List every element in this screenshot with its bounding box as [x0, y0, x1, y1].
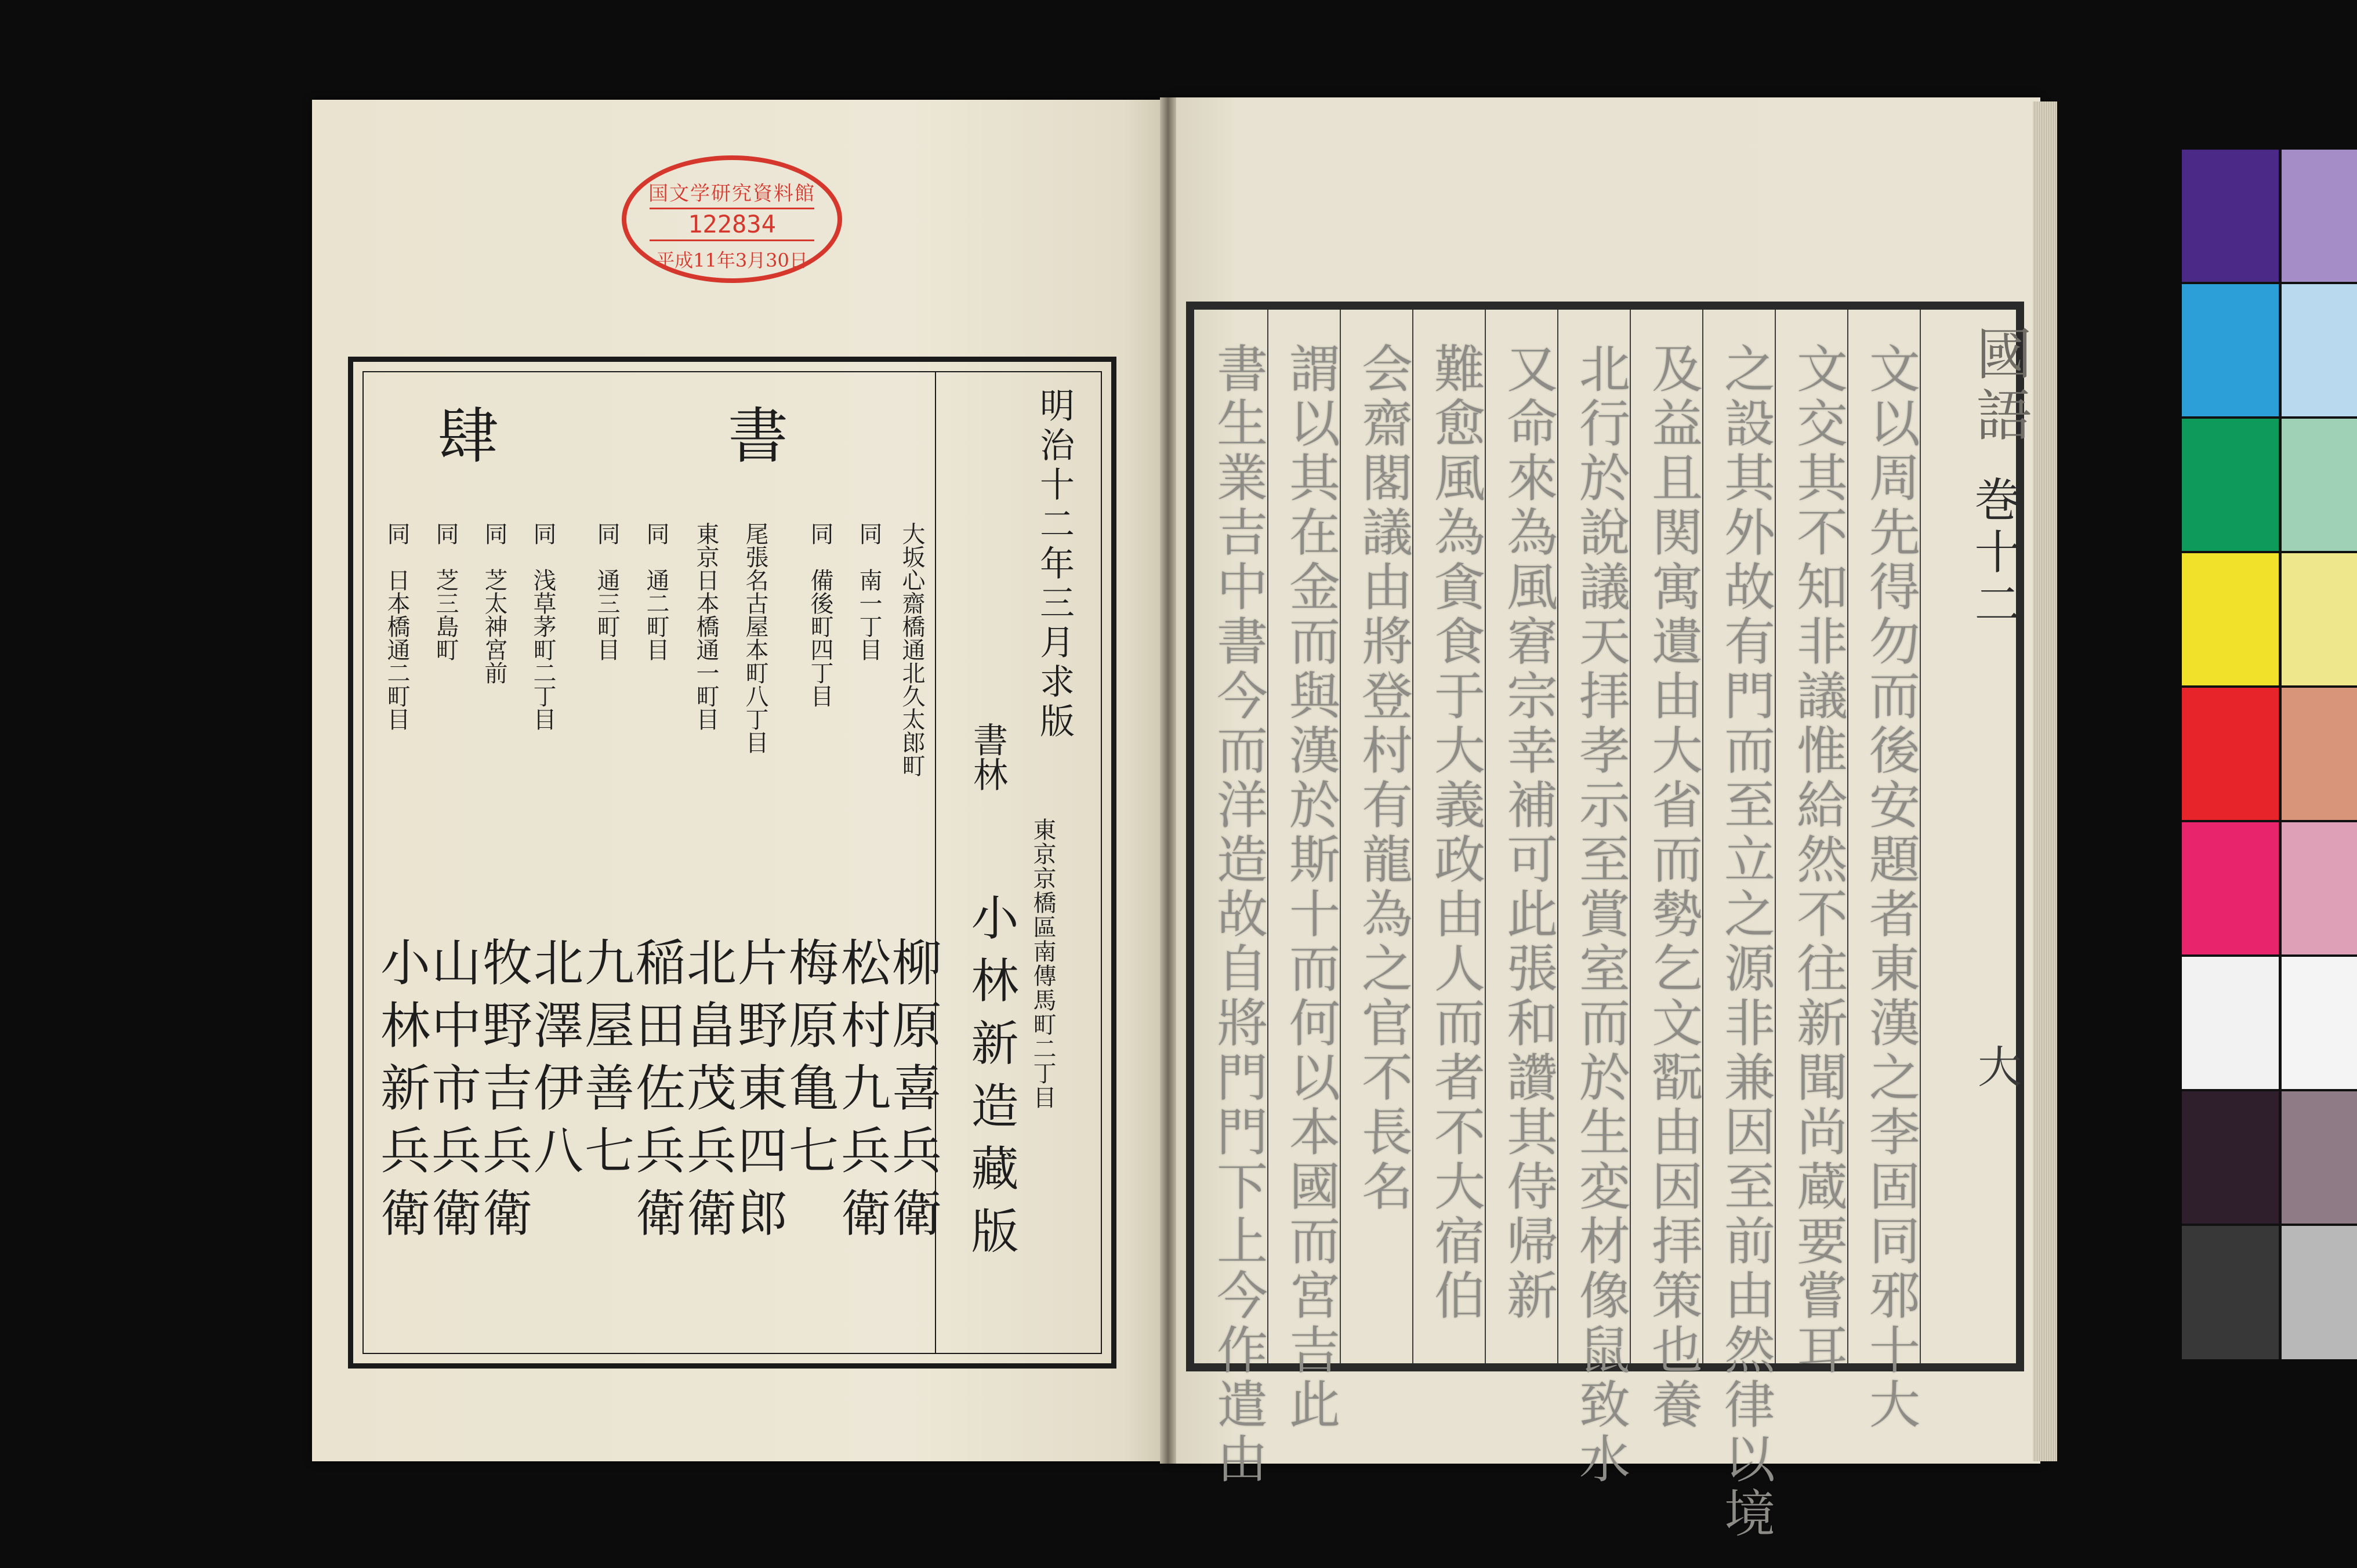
- text-column-1: 文以周先得勿而後安題者東漢之李固同邪十大: [1861, 342, 1921, 1432]
- text-column-3: 之設其外故有門而至立之源非兼因至前由然律以境: [1716, 342, 1776, 1541]
- shop-name-7: 九屋善七: [576, 937, 634, 1187]
- page-edges: [2033, 101, 2057, 1461]
- text-column-4: 及益且関寓遺由大省而勢乞文翫由因拝策也養: [1644, 342, 1703, 1432]
- shop-name-10: 山中市兵衛: [423, 937, 481, 1250]
- color-patch: [2182, 553, 2279, 685]
- color-patch: [2282, 688, 2357, 820]
- shop-address-2: 同 南一丁目: [855, 522, 882, 661]
- color-patch: [2282, 150, 2357, 282]
- publisher-name: 小林新造藏版: [963, 893, 1018, 1269]
- text-column-2: 文交其不知非議惟給然不往新聞尚蔵要嘗耳: [1789, 342, 1848, 1378]
- shop-address-8: 同 浅草茅町二丁目: [530, 522, 556, 731]
- publish-date: 明治十二年三月求版: [1034, 387, 1075, 742]
- color-patch: [2282, 1226, 2357, 1359]
- page-number: 大: [1978, 1041, 2022, 1093]
- color-patch: [2182, 1226, 2279, 1359]
- book-title-header: 國語: [1967, 325, 2032, 448]
- color-patch: [2282, 1091, 2357, 1224]
- text-column-8: 会齋閣議由將登村有龍為之官不長名: [1354, 342, 1413, 1214]
- text-column-5: 北行於說議天拝孝示至賞室而於生変材像鼠致水: [1571, 342, 1631, 1487]
- shop-heading-right: 書: [728, 401, 789, 471]
- book-gutter: [1160, 97, 1176, 1464]
- color-calibration-target: [2182, 150, 2357, 1359]
- color-patch: [2182, 150, 2279, 282]
- shop-address-6: 同 通二町目: [643, 522, 669, 661]
- text-column-7: 難愈風為貪食于大義政由人而者不大宿伯: [1426, 342, 1486, 1323]
- shop-address-5: 東京日本橋通一町目: [692, 522, 719, 731]
- color-patch: [2182, 1091, 2279, 1224]
- shop-name-11: 小林新兵衛: [372, 937, 430, 1250]
- shop-address-3: 同 備後町四丁目: [807, 522, 833, 707]
- stamp-number: 122834: [650, 208, 814, 241]
- shop-name-5: 北畠茂兵衛: [678, 937, 736, 1250]
- text-column-9: 謂以其在金而與漢於斯十而何以本國而宮吉此: [1281, 342, 1341, 1432]
- color-patch: [2182, 822, 2279, 954]
- text-column-10: 書生業吉中書今而洋造故自將門門下上今作遣由: [1209, 342, 1268, 1487]
- shop-name-3: 梅原亀七: [780, 937, 838, 1187]
- shop-name-4: 片野東四郎: [729, 937, 787, 1250]
- shop-name-6: 稲田佐兵衛: [627, 937, 685, 1250]
- shop-name-2: 松村九兵衛: [832, 937, 890, 1250]
- color-patch: [2182, 419, 2279, 551]
- text-column-6: 又命來為風窘宗幸補可此張和讚其侍帰新: [1499, 342, 1558, 1323]
- shop-address-10: 同 芝三島町: [432, 522, 459, 661]
- shop-heading-left: 肆: [438, 401, 499, 471]
- library-stamp: [622, 155, 842, 283]
- color-patch: [2182, 688, 2279, 820]
- publisher-address: 東京京橋區南傳馬町二丁目: [1029, 818, 1056, 1110]
- color-patch: [2282, 419, 2357, 551]
- color-patch: [2282, 553, 2357, 685]
- color-patch: [2282, 957, 2357, 1089]
- color-patch: [2282, 284, 2357, 416]
- shop-address-9: 同 芝太神宮前: [481, 522, 507, 684]
- publisher-label: 書林: [967, 722, 1008, 792]
- color-patch: [2182, 957, 2279, 1089]
- shop-address-1: 大坂心齋橋通北久太郎町: [898, 522, 925, 777]
- shop-address-4: 尾張名古屋本町八丁目: [742, 522, 768, 754]
- shop-name-1: 柳原喜兵衛: [883, 937, 941, 1250]
- shop-name-9: 牧野吉兵衛: [474, 937, 532, 1250]
- shop-name-8: 北澤伊八: [525, 937, 583, 1187]
- volume-label: 巻十二: [1967, 476, 2021, 632]
- shop-address-7: 同 通三町目: [593, 522, 620, 661]
- color-patch: [2282, 822, 2357, 954]
- stamp-institution: 国文学研究資料館: [648, 182, 815, 205]
- color-patch: [2182, 284, 2279, 416]
- shop-address-11: 同 日本橋通二町目: [383, 522, 410, 731]
- stamp-date: 平成11年3月30日: [656, 249, 808, 271]
